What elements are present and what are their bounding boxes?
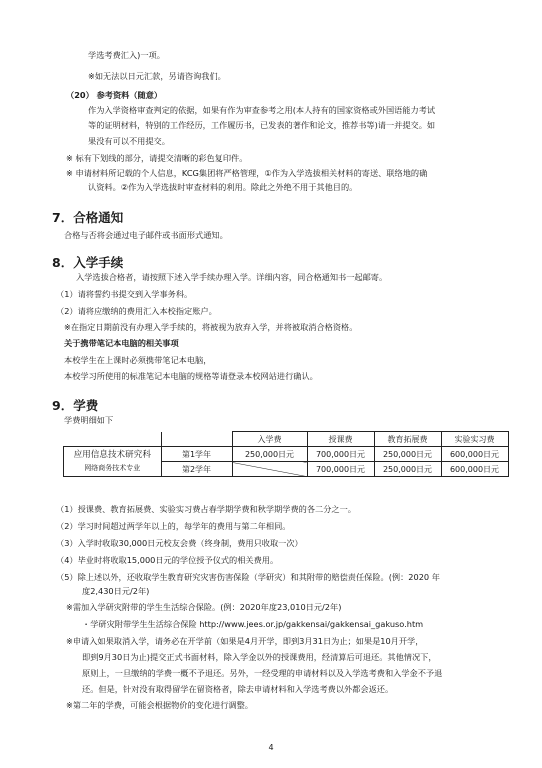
fee-cell: 600,000日元 xyxy=(441,447,508,462)
deadline-note: ※在指定日期前没有办理入学手续的，将被视为放弃入学，并将被取消合格资格。 xyxy=(64,322,358,332)
fee-note: （5）除上述以外，还收取学生教育研究灾害伤害保险（学研灾）和其附带的赔偿责任保险。(例：2020 年 xyxy=(56,572,440,582)
fee-cell: 250,000日元 xyxy=(232,447,307,462)
fee-cell: 700,000日元 xyxy=(307,447,374,462)
table-header-row xyxy=(64,432,509,447)
program-cell xyxy=(64,447,162,477)
refund-note: ※申请入如果取消入学，请务必在开学前（如果是4月开学，即到3月31日为止；如果是10月开学， xyxy=(66,636,424,646)
year-cell: 第1学年 xyxy=(161,447,232,462)
insurance-link[interactable]: ・学研灾附带学生生活综合保险 http://www.jees.or.jp/gakkensai/gakkensai_gakuso.htm xyxy=(82,619,424,629)
fee-note: （1）授课费、教育拓展费、实验实习费占春学期学费和秋学期学费的各二分之一。 xyxy=(56,504,356,514)
program-major: 网络商务技术专业 xyxy=(84,463,141,472)
insurance-note: ※需加入学研灾附带的学生生活综合保险。(例：2020年度23,010日元/2年) xyxy=(66,602,342,612)
continuation-line: 学选考费汇入)一项。 xyxy=(88,50,165,60)
item20-line: 作为入学资格审查判定的依据，如果有作为审查参考之用(本人持有的国家资格或外国语能力考试 xyxy=(88,105,436,115)
procedure-item: （2）请将应缴纳的费用汇入本校指定账户。 xyxy=(56,306,217,316)
item20-title: （20） 参考资料（随意） xyxy=(66,90,163,100)
table-header: 教育拓展费 xyxy=(374,432,441,447)
underline-note: ※ 标有下划线的部分，请提交清晰的彩色复印件。 xyxy=(66,153,248,163)
section7-heading: 7．合格通知 xyxy=(52,210,124,225)
table-corner xyxy=(64,432,162,447)
fee-cell: 250,000日元 xyxy=(374,462,441,477)
fee-note: （3）入学时收取30,000日元校友会费（终身制，费用只收取一次） xyxy=(56,538,303,548)
fee-cell: 250,000日元 xyxy=(374,447,441,462)
table-caption: 学费明细如下 xyxy=(64,415,114,425)
table-header: 授课费 xyxy=(307,432,374,447)
privacy-note: ※ 申请材料所记载的个人信息，KCG集团将严格管理，①作为入学选拔相关材料的寄送、联络地的确 xyxy=(66,168,428,178)
table-row xyxy=(64,447,509,462)
section8-heading: 8．入学手续 xyxy=(52,255,124,270)
laptop-line: 本校学习所使用的标准笔记本电脑的规格等请登录本校网站进行确认。 xyxy=(64,371,318,381)
page-number: 4 xyxy=(268,743,274,752)
fee-table xyxy=(63,431,509,477)
year-cell: 第2学年 xyxy=(161,462,232,477)
table-header: 入学费 xyxy=(232,432,307,447)
fee-cell: 700,000日元 xyxy=(307,462,374,477)
table-header: 实验实习费 xyxy=(441,432,508,447)
item20-line: 等的证明材料，特别的工作经历，工作履历书，已发表的著作和论文，推荐书等)请一并提交。如 xyxy=(88,120,436,130)
section7-text: 合格与否将会通过电子邮件或书面形式通知。 xyxy=(64,230,228,240)
fee-note: 度2,430日元/2年) xyxy=(82,586,150,596)
item20-line: 果没有可以不用提交。 xyxy=(88,136,170,146)
fee-cell-crossed xyxy=(232,462,307,477)
section8-intro: 入学选拔合格者，请按照下述入学手续办理入学。详细内容，同合格通知书一起邮寄。 xyxy=(76,272,388,282)
laptop-line: 本校学生在上课时必须携带笔记本电脑， xyxy=(64,355,212,365)
table-corner xyxy=(161,432,232,447)
fee-cell: 600,000日元 xyxy=(441,462,508,477)
fee-note: （2）学习时间超过两学年以上的，每学年的费用与第二年相同。 xyxy=(56,521,291,531)
continuation-note: ※如无法以日元汇款，另请咨询我们。 xyxy=(88,71,226,81)
refund-note: 原则上，一旦缴纳的学费一概不予退还。另外，一经受理的申请材料以及入学选考费和入学金不予退 xyxy=(82,668,443,678)
adjustment-note: ※第二年的学费，可能会根据物价的变化进行调整。 xyxy=(66,700,253,710)
fee-note: （4）毕业时将收取15,000日元的学位授予仪式的相关费用。 xyxy=(56,555,279,565)
laptop-title: 关于携带笔记本电脑的相关事项 xyxy=(64,338,179,348)
refund-note: 即到9月30日为止)提交正式书面材料，除入学金以外的授课费用，经清算后可退还。其他情况下， xyxy=(82,652,437,662)
privacy-note: 认资料。②作为入学选拔时审查材料的利用。除此之外绝不用于其他目的。 xyxy=(88,182,358,192)
refund-note: 还。但是，针对没有取得留学在留资格者，除去申请材料和入学选考费以外都会返还。 xyxy=(82,684,394,694)
program-name: 应用信息技术研究科 xyxy=(73,449,151,460)
section9-heading: 9．学费 xyxy=(52,398,99,413)
procedure-item: （1）请将誓约书提交到入学事务科。 xyxy=(56,289,193,299)
